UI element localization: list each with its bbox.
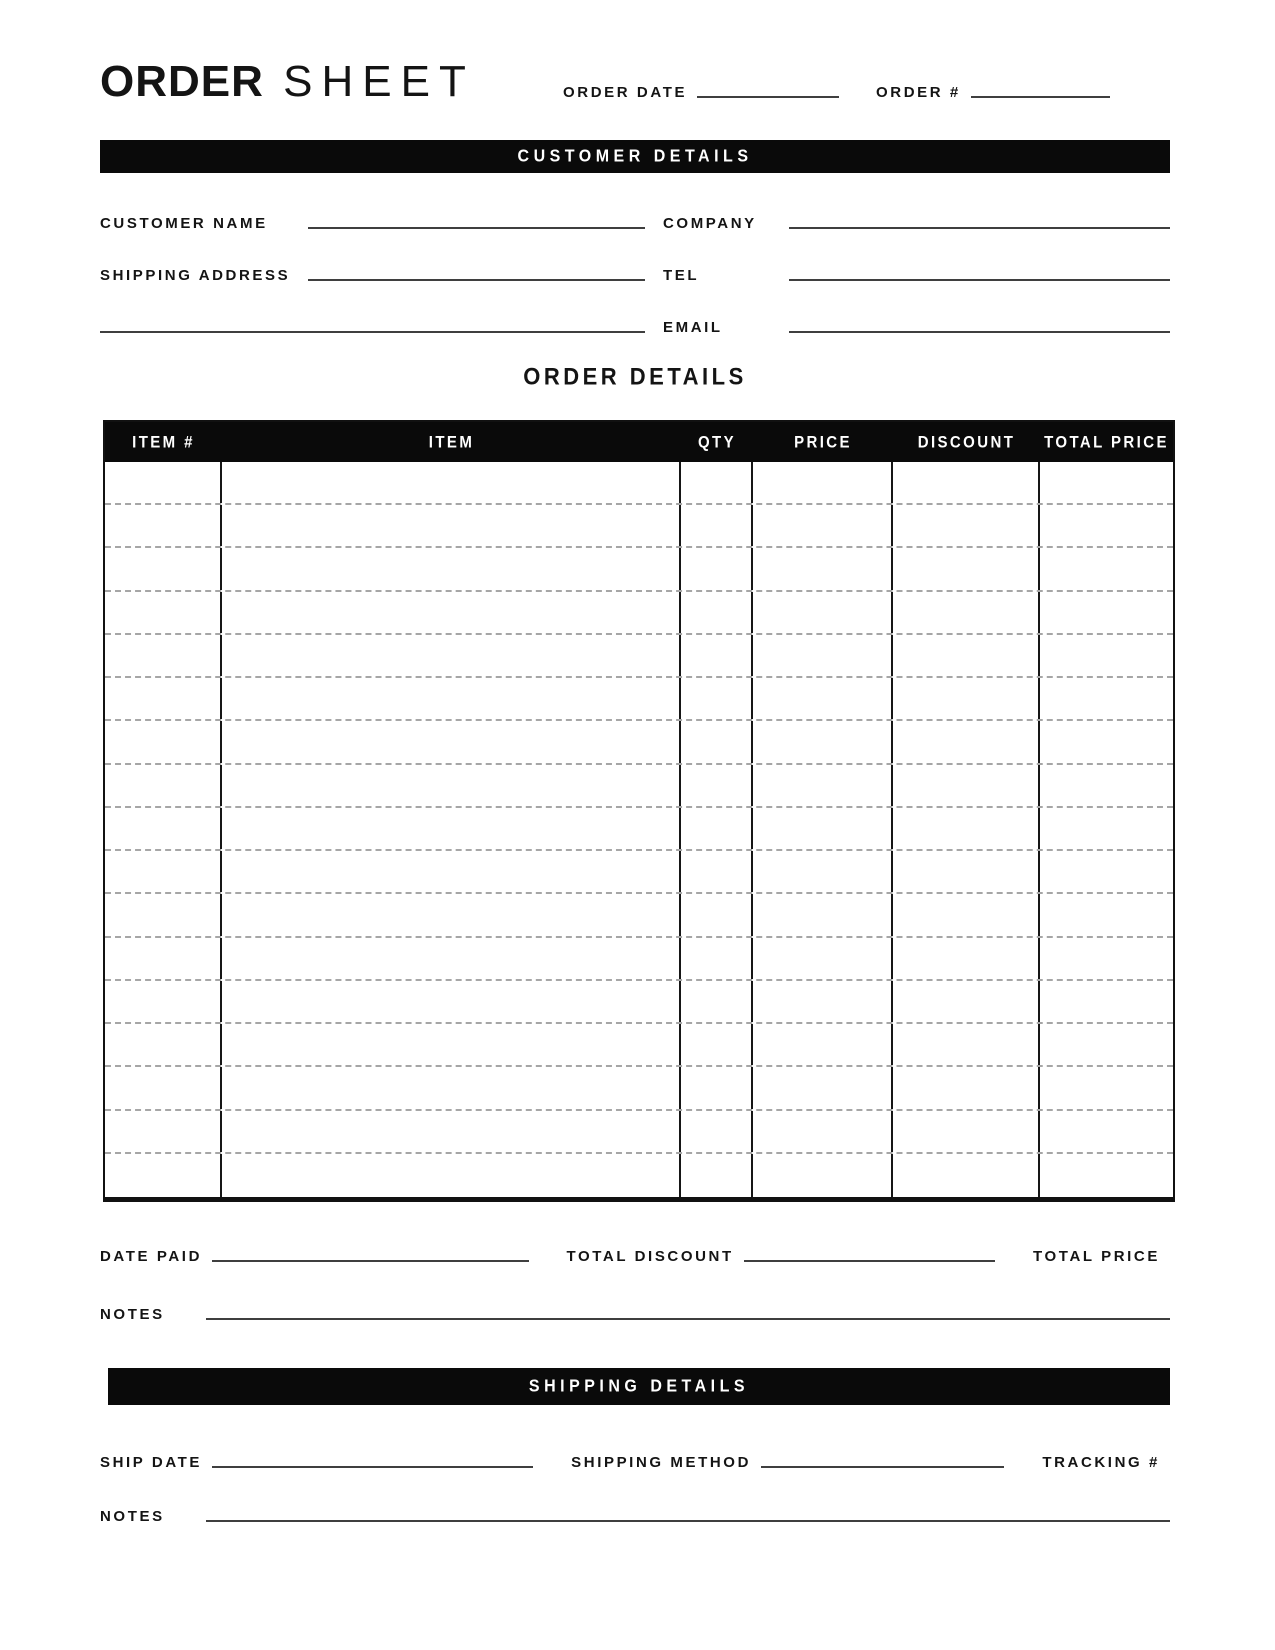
order-table-cell[interactable] (105, 765, 222, 806)
order-table-cell[interactable] (105, 721, 222, 762)
order-table-cell[interactable] (222, 721, 681, 762)
order-table-cell[interactable] (222, 1154, 681, 1197)
order-table-row (105, 721, 1173, 764)
order-table-cell[interactable] (105, 505, 222, 546)
order-table-cell[interactable] (893, 1111, 1040, 1152)
customer-details-heading: CUSTOMER DETAILS (517, 146, 753, 166)
order-notes-field (100, 1307, 1170, 1322)
shipping-address-line2[interactable] (100, 331, 645, 333)
order-table-cell[interactable] (753, 505, 893, 546)
shipping-notes-label: NOTES (100, 1508, 165, 1525)
order-table-cell[interactable] (1040, 678, 1173, 719)
order-table-cell[interactable] (681, 592, 753, 633)
order-table-cell[interactable] (222, 1024, 681, 1065)
order-table-cell[interactable] (893, 938, 1040, 979)
customer-name-line[interactable] (308, 227, 645, 229)
order-table-cell[interactable] (222, 592, 681, 633)
order-table-cell[interactable] (222, 851, 681, 892)
order-table-cell[interactable] (222, 938, 681, 979)
order-table-cell[interactable] (753, 1067, 893, 1108)
order-table-cell[interactable] (105, 1111, 222, 1152)
total-price-label: TOTAL PRICE (1033, 1248, 1160, 1265)
order-table-cell[interactable] (105, 635, 222, 676)
order-date-label: ORDER DATE (563, 84, 688, 101)
order-table-cell[interactable] (753, 635, 893, 676)
column-header-total-price: TOTAL PRICE (1044, 432, 1169, 452)
order-table-cell[interactable] (1040, 462, 1173, 503)
order-number-label: ORDER # (876, 84, 961, 101)
order-table-cell[interactable] (893, 721, 1040, 762)
order-table-cell[interactable] (753, 1111, 893, 1152)
order-table-cell[interactable] (681, 981, 753, 1022)
order-number-line[interactable] (971, 96, 1110, 98)
column-header-item: ITEM (428, 432, 475, 452)
order-table-cell[interactable] (105, 981, 222, 1022)
order-table-cell[interactable] (1040, 808, 1173, 849)
order-table-cell[interactable] (681, 808, 753, 849)
order-table-cell[interactable] (222, 678, 681, 719)
shipping-details-heading: SHIPPING DETAILS (528, 1376, 750, 1396)
email-line[interactable] (789, 331, 1170, 333)
order-table-cell[interactable] (681, 635, 753, 676)
order-table-cell[interactable] (1040, 592, 1173, 633)
order-notes-line[interactable] (206, 1318, 1170, 1320)
date-paid-line[interactable] (212, 1260, 529, 1262)
order-table-cell[interactable] (105, 938, 222, 979)
order-table-cell[interactable] (681, 1067, 753, 1108)
shipping-method-line[interactable] (761, 1466, 1004, 1468)
email-field (663, 297, 1170, 349)
order-table-cell[interactable] (222, 1111, 681, 1152)
shipping-fields (100, 1434, 1170, 1470)
order-table-cell[interactable] (753, 981, 893, 1022)
order-table-cell[interactable] (1040, 1154, 1173, 1197)
order-table-cell[interactable] (681, 462, 753, 503)
order-table-cell[interactable] (681, 1111, 753, 1152)
order-table-cell[interactable] (681, 1154, 753, 1197)
ship-date-line[interactable] (212, 1466, 533, 1468)
order-table-cell[interactable] (753, 1154, 893, 1197)
order-table-cell[interactable] (681, 1024, 753, 1065)
order-table-cell[interactable] (681, 894, 753, 935)
order-details-heading: ORDER DETAILS (523, 362, 747, 390)
order-date-field (563, 84, 839, 101)
order-table-cell[interactable] (681, 851, 753, 892)
column-header-item-number: ITEM # (132, 432, 195, 452)
order-table-body (105, 462, 1173, 1197)
order-table-cell[interactable] (222, 505, 681, 546)
date-paid-field (100, 1249, 529, 1264)
order-table-row (105, 1067, 1173, 1110)
tracking-number-label: TRACKING # (1042, 1454, 1160, 1471)
shipping-address-line[interactable] (308, 279, 645, 281)
order-table-cell[interactable] (222, 765, 681, 806)
order-table-row (105, 938, 1173, 981)
order-table-cell[interactable] (1040, 1111, 1173, 1152)
order-table-row (105, 635, 1173, 678)
column-header-discount: DISCOUNT (917, 432, 1016, 452)
order-date-line[interactable] (697, 96, 839, 98)
order-table-cell[interactable] (222, 1067, 681, 1108)
order-table-cell[interactable] (893, 1067, 1040, 1108)
order-table-cell[interactable] (753, 678, 893, 719)
order-table-cell[interactable] (893, 1154, 1040, 1197)
order-table-cell[interactable] (222, 548, 681, 589)
order-table-cell[interactable] (105, 592, 222, 633)
order-notes-row (100, 1286, 1170, 1322)
order-table-cell[interactable] (105, 678, 222, 719)
order-table-cell[interactable] (753, 592, 893, 633)
shipping-notes-line[interactable] (206, 1520, 1170, 1522)
order-table-cell[interactable] (105, 894, 222, 935)
order-table-cell[interactable] (893, 548, 1040, 589)
order-table-row (105, 462, 1173, 505)
order-table-cell[interactable] (1040, 1024, 1173, 1065)
order-table-cell[interactable] (222, 462, 681, 503)
order-table-cell[interactable] (893, 505, 1040, 546)
company-line[interactable] (789, 227, 1170, 229)
order-table (103, 420, 1175, 1202)
order-table-cell[interactable] (753, 721, 893, 762)
customer-name-field (100, 193, 645, 245)
order-table-cell[interactable] (681, 721, 753, 762)
order-table-cell[interactable] (1040, 894, 1173, 935)
order-table-cell[interactable] (105, 548, 222, 589)
order-table-cell[interactable] (893, 678, 1040, 719)
order-table-row (105, 1154, 1173, 1197)
order-table-cell[interactable] (753, 1024, 893, 1065)
tracking-number-field (1042, 1455, 1170, 1470)
order-table-cell[interactable] (753, 808, 893, 849)
order-table-cell[interactable] (753, 938, 893, 979)
order-table-cell[interactable] (222, 635, 681, 676)
order-table-cell[interactable] (222, 894, 681, 935)
order-table-cell[interactable] (105, 462, 222, 503)
order-table-cell[interactable] (753, 894, 893, 935)
order-table-row (105, 505, 1173, 548)
order-table-row (105, 765, 1173, 808)
order-table-row (105, 1024, 1173, 1067)
order-table-cell[interactable] (105, 851, 222, 892)
order-table-cell[interactable] (681, 505, 753, 546)
tel-field (663, 245, 1170, 297)
total-price-field (1033, 1249, 1170, 1264)
shipping-method-field (571, 1455, 1004, 1470)
order-table-row (105, 592, 1173, 635)
column-header-qty: QTY (697, 432, 737, 452)
customer-fields (100, 193, 1170, 349)
order-table-cell[interactable] (753, 548, 893, 589)
order-table-cell[interactable] (753, 462, 893, 503)
order-table-cell[interactable] (681, 938, 753, 979)
order-table-cell[interactable] (105, 808, 222, 849)
column-header-price: PRICE (794, 432, 852, 452)
order-table-row (105, 981, 1173, 1024)
page-title-secondary: SHEET (283, 57, 475, 106)
email-label: EMAIL (663, 319, 723, 336)
shipping-details-header (108, 1368, 1170, 1405)
order-table-row (105, 808, 1173, 851)
order-table-cell[interactable] (1040, 548, 1173, 589)
order-table-row (105, 894, 1173, 937)
company-label: COMPANY (663, 215, 757, 232)
shipping-method-label: SHIPPING METHOD (571, 1454, 752, 1471)
order-table-cell[interactable] (1040, 1067, 1173, 1108)
order-table-cell[interactable] (222, 808, 681, 849)
order-table-row (105, 1111, 1173, 1154)
company-field (663, 193, 1170, 245)
order-table-cell[interactable] (893, 592, 1040, 633)
order-table-cell[interactable] (1040, 851, 1173, 892)
order-table-header (105, 422, 1173, 462)
order-table-cell[interactable] (1040, 981, 1173, 1022)
shipping-notes-row (100, 1488, 1170, 1524)
order-table-cell[interactable] (753, 851, 893, 892)
page-header (100, 48, 1170, 104)
shipping-address-label: SHIPPING ADDRESS (100, 267, 291, 284)
order-table-cell[interactable] (105, 1154, 222, 1197)
order-table-cell[interactable] (681, 765, 753, 806)
ship-date-label: SHIP DATE (100, 1454, 203, 1471)
order-notes-label: NOTES (100, 1306, 165, 1323)
order-table-cell[interactable] (1040, 938, 1173, 979)
order-table-cell[interactable] (681, 548, 753, 589)
ship-date-field (100, 1455, 533, 1470)
total-discount-label: TOTAL DISCOUNT (566, 1248, 734, 1265)
customer-details-header (100, 140, 1170, 173)
total-discount-line[interactable] (744, 1260, 995, 1262)
order-table-cell[interactable] (1040, 721, 1173, 762)
shipping-address-field (100, 245, 645, 297)
order-number-field (876, 84, 1110, 101)
order-table-cell[interactable] (893, 894, 1040, 935)
order-table-row (105, 548, 1173, 591)
summary-fields (100, 1228, 1170, 1264)
tel-line[interactable] (789, 279, 1170, 281)
order-table-cell[interactable] (1040, 505, 1173, 546)
order-table-cell[interactable] (893, 765, 1040, 806)
order-table-cell[interactable] (105, 1024, 222, 1065)
order-table-cell[interactable] (893, 462, 1040, 503)
order-table-cell[interactable] (893, 981, 1040, 1022)
page-title (100, 57, 475, 106)
order-table-cell[interactable] (893, 635, 1040, 676)
order-table-cell[interactable] (893, 851, 1040, 892)
date-paid-label: DATE PAID (100, 1248, 203, 1265)
shipping-notes-field (100, 1509, 1170, 1524)
order-table-row (105, 851, 1173, 894)
order-table-cell[interactable] (222, 981, 681, 1022)
total-discount-field (567, 1249, 996, 1264)
order-table-row (105, 678, 1173, 721)
order-table-cell[interactable] (681, 678, 753, 719)
order-table-cell[interactable] (893, 1024, 1040, 1065)
customer-name-label: CUSTOMER NAME (100, 215, 268, 232)
order-table-cell[interactable] (1040, 765, 1173, 806)
order-table-cell[interactable] (893, 808, 1040, 849)
shipping-address-field-line2 (100, 297, 645, 349)
order-table-cell[interactable] (753, 765, 893, 806)
order-table-cell[interactable] (105, 1067, 222, 1108)
tel-label: TEL (663, 267, 700, 284)
page-title-primary: ORDER (100, 57, 264, 106)
order-table-cell[interactable] (1040, 635, 1173, 676)
